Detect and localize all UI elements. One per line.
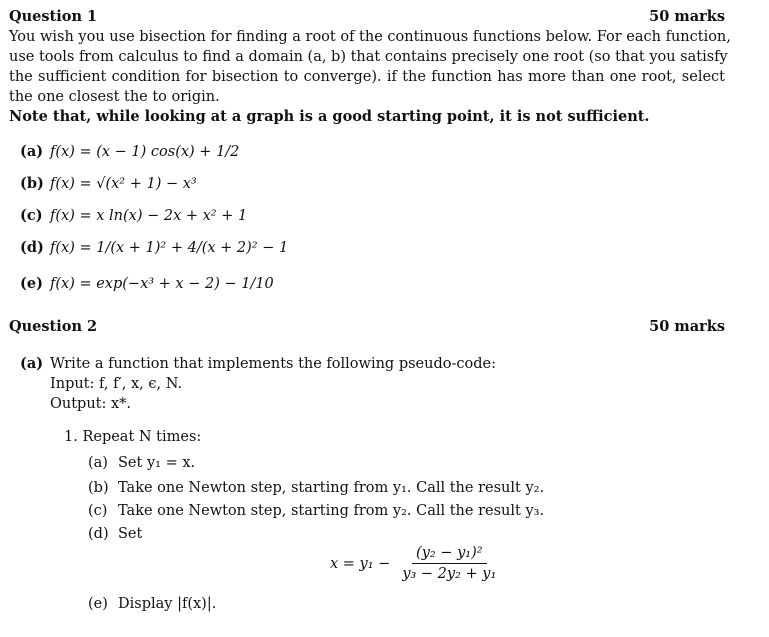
formula-fraction bbox=[398, 543, 500, 584]
pseudo-input: Input: f, f′, x, ϵ, N. bbox=[50, 376, 183, 392]
substep-b bbox=[88, 478, 544, 498]
item-expression: f(x) = x ln(x) − 2x + x² + 1 bbox=[50, 208, 248, 224]
substep-e bbox=[88, 594, 216, 614]
formula-numerator: (y₂ − y₁)² bbox=[412, 543, 487, 564]
substep-a bbox=[88, 453, 195, 473]
question-1-marks: 50 marks bbox=[649, 8, 725, 25]
question-1-text-line: You wish you use bisection for finding a root of the continuous functions below. For each function, bbox=[9, 29, 731, 45]
substep-text: Display |f(x)|. bbox=[118, 596, 217, 612]
substep-text: Take one Newton step, starting from y₂. Call the result y₃. bbox=[118, 503, 545, 519]
pseudo-step-1: 1. Repeat N times: bbox=[64, 429, 202, 445]
item-label: (c) bbox=[88, 503, 108, 519]
item-label: (a) bbox=[20, 355, 44, 372]
substep-d bbox=[88, 524, 142, 544]
item-expression: f(x) = √(x² + 1) − x³ bbox=[50, 176, 197, 192]
question-2-marks: 50 marks bbox=[649, 318, 725, 335]
question-1-text-line: the one closest the to origin. bbox=[9, 89, 220, 105]
aitken-formula bbox=[330, 543, 500, 584]
pseudo-output: Output: x*. bbox=[50, 396, 132, 412]
substep-text: Take one Newton step, starting from y₁. Call the result y₂. bbox=[118, 480, 545, 496]
item-label: (e) bbox=[20, 275, 43, 292]
item-label: (d) bbox=[88, 526, 109, 542]
item-label: (a) bbox=[88, 455, 108, 471]
item-label: (d) bbox=[20, 239, 44, 256]
substep-text: Set bbox=[118, 526, 143, 542]
item-expression: f(x) = (x − 1) cos(x) + 1/2 bbox=[50, 144, 240, 160]
question-1-note: Note that, while looking at a graph is a good starting point, it is not sufficient. bbox=[9, 108, 650, 125]
item-expression: f(x) = exp(−x³ + x − 2) − 1/10 bbox=[50, 276, 274, 292]
item-label: (a) bbox=[20, 143, 44, 160]
item-label: (b) bbox=[88, 480, 109, 496]
q1-item-a bbox=[20, 142, 239, 162]
q1-item-c bbox=[20, 206, 247, 226]
question-1-title: Question 1 bbox=[9, 8, 98, 25]
q2-part-a bbox=[20, 354, 496, 374]
item-label: (e) bbox=[88, 596, 108, 612]
item-label: (b) bbox=[20, 175, 44, 192]
item-expression: f(x) = 1/(x + 1)² + 4/(x + 2)² − 1 bbox=[50, 240, 289, 256]
q1-item-e bbox=[20, 274, 274, 294]
substep-text: Set y₁ = x. bbox=[118, 455, 196, 471]
part-a-text: Write a function that implements the following pseudo-code: bbox=[50, 356, 496, 372]
q1-item-b bbox=[20, 174, 197, 194]
formula-lhs: x = y₁ − bbox=[330, 555, 391, 572]
question-1-text-line: the sufficient condition for bisection to converge). if the function has more than one root, select bbox=[9, 69, 725, 85]
q1-item-d bbox=[20, 238, 288, 258]
question-2-title: Question 2 bbox=[9, 318, 98, 335]
question-1-text-line: use tools from calculus to find a domain (a, b) that contains precisely one root (so that you satisfy bbox=[9, 49, 728, 65]
substep-c bbox=[88, 501, 544, 521]
formula-denominator: y₃ − 2y₂ + y₁ bbox=[402, 566, 497, 582]
item-label: (c) bbox=[20, 207, 43, 224]
